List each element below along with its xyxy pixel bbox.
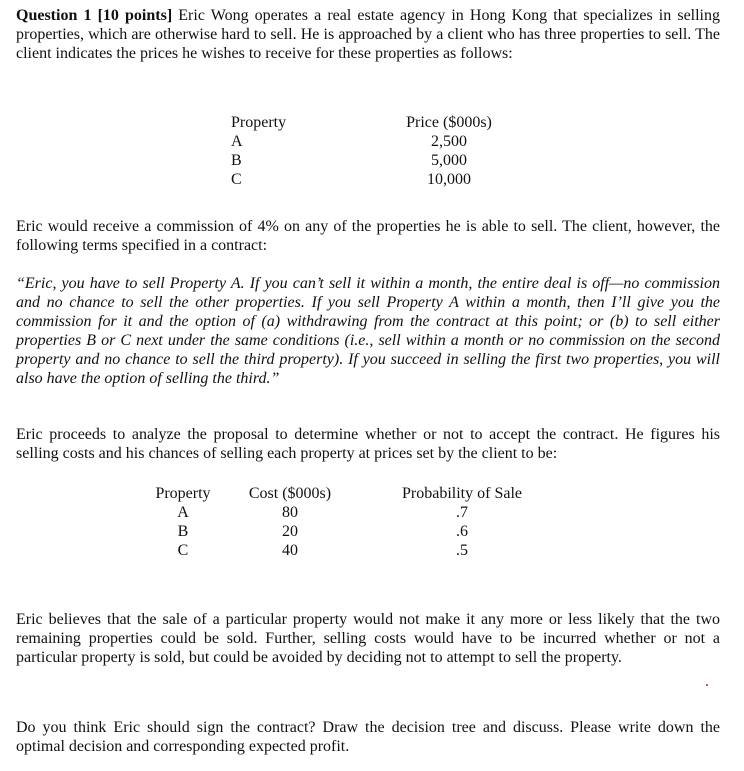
price-table-cell-property: B xyxy=(231,152,242,169)
cost-table-header-cost: Cost ($000s) xyxy=(248,485,332,502)
cost-table-probability-column xyxy=(391,484,533,560)
question-intro xyxy=(16,6,720,63)
price-table-cell-price: 5,000 xyxy=(431,152,467,169)
price-table-cell-price: 2,500 xyxy=(431,133,467,150)
price-table-cell-property: A xyxy=(231,133,243,150)
price-table-header-property: Property xyxy=(231,114,287,131)
question-intro-text: Eric Wong operates a real estate agency in Hong Kong that specializes in selling properties, which are otherwise hard to sell. He is approached by a client who has three properties to sell. The client indicates the prices he wishes to receive for these properties as follows: xyxy=(16,7,721,62)
cost-table-cell-cost: 80 xyxy=(282,504,298,521)
price-table-header-price: Price ($000s) xyxy=(406,114,492,131)
price-table-price-column xyxy=(394,113,504,189)
cost-table-cell-probability: .5 xyxy=(456,542,468,559)
cost-table-cell-property: B xyxy=(177,523,189,540)
cost-table-cell-probability: .6 xyxy=(456,523,468,540)
cost-table-cell-probability: .7 xyxy=(456,504,468,521)
analysis-paragraph: Eric proceeds to analyze the proposal to determine whether or not to accept the contract. He figures his selling costs and his chances of selling each property at prices set by the client to be: xyxy=(16,426,720,462)
cost-table-header-probability: Probability of Sale xyxy=(402,485,522,502)
cost-table-cell-property: C xyxy=(177,542,189,559)
belief-paragraph: Eric believes that the sale of a particular property would not make it any more or less likely that the two remaining properties could be sold. Further, selling costs would have to be incurred whether or not a particular property is sold, but could be avoided by deciding not to attempt to sell the property. xyxy=(16,611,720,666)
price-table-cell-price: 10,000 xyxy=(427,171,471,188)
task-paragraph: Do you think Eric should sign the contract? Draw the decision tree and discuss. Please write down the optimal decision and corresponding expected profit. xyxy=(16,719,720,755)
cost-table-header-property: Property xyxy=(155,485,211,502)
price-table xyxy=(231,113,511,197)
question-label: Question 1 [10 points] xyxy=(16,7,173,24)
price-table-property-column xyxy=(231,113,286,189)
cost-table-cell-property: A xyxy=(177,504,189,521)
contract-quote: “Eric, you have to sell Property A. If you can’t sell it within a month, the entire deal is off—no commission and no chance to sell the other properties. If you sell Property A within a month, then I’ll give you the commission for it and the option of (a) withdrawing from the contract at this point; or (b) to sell either properties B or C next under the same conditions (i.e., sell within a month or no commission on the second property and no chance to sell the third property). If you succeed in selling the first two properties, you will also have the option of selling the third.” xyxy=(16,275,720,387)
commission-paragraph: Eric would receive a commission of 4% on any of the properties he is able to sell. The client, however, the following terms specified in a contract: xyxy=(16,218,720,254)
price-table-cell-property: C xyxy=(231,171,242,188)
cost-table xyxy=(151,484,551,574)
cost-table-cost-column xyxy=(239,484,341,560)
cost-table-cell-cost: 40 xyxy=(282,542,298,559)
cost-table-property-column xyxy=(151,484,215,560)
cost-table-cell-cost: 20 xyxy=(282,523,298,540)
stray-mark xyxy=(706,684,708,686)
